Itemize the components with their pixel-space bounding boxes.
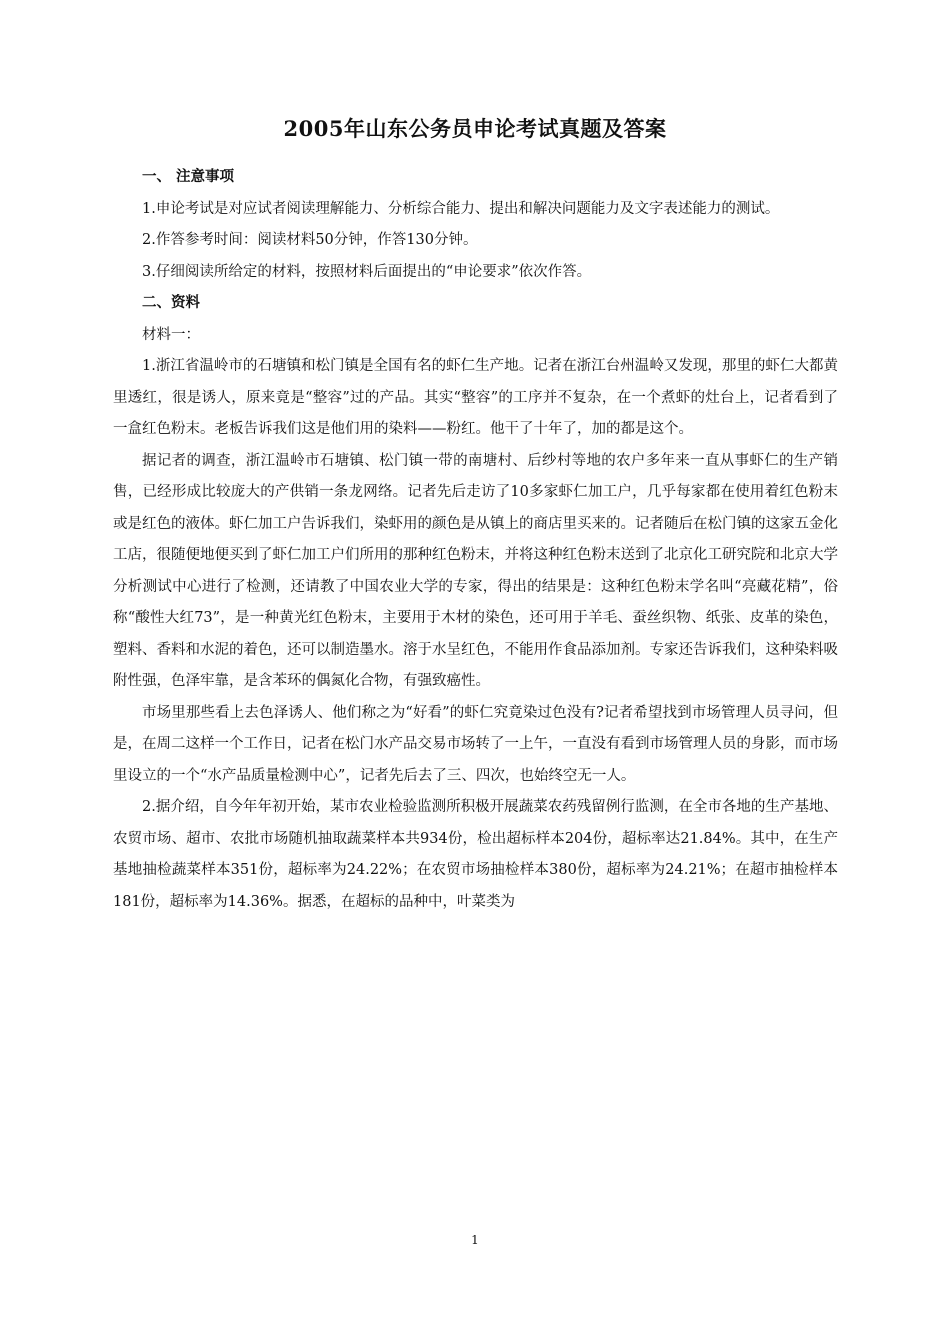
document-title: 2005年山东公务员申论考试真题及答案 bbox=[283, 116, 667, 141]
paragraph: 据记者的调查，浙江温岭市石塘镇、松门镇一带的南塘村、后纱村等地的农户多年来一直从事虾仁的生产销售，已经形成比较庞大的产供销一条龙网络。记者先后走访了10多家虾仁加工户，几乎每家都在使用着红色粉末或是红色的液体。虾仁加工户告诉我们，染虾用的颜色是从镇上的商店里买来的。记者随后在松门镇的这家五金化工店，很随便地便买到了虾仁加工户们所用的那种红色粉末，并将这种红色粉末送到了北京化工研究院和北京大学分析测试中心进行了检测，还请教了中国农业大学的专家，得出的结果是：这种红色粉末学名叫“亮藏花精”，俗称“酸性大红73”，是一种黄光红色粉末，主要用于木材的染色，还可用于羊毛、蚕丝织物、纸张、皮革的染色，塑料、香料和水泥的着色，还可以制造墨水。溶于水呈红色，不能用作食品添加剂。专家还告诉我们，这种染料吸附性强，色泽牢靠，是含苯环的偶氮化合物，有强致癌性。 bbox=[113, 452, 838, 689]
note-item: 3.仔细阅读所给定的材料，按照材料后面提出的“申论要求”依次作答。 bbox=[142, 263, 592, 280]
paragraph: 1.浙江省温岭市的石塘镇和松门镇是全国有名的虾仁生产地。记者在浙江台州温岭又发现，那里的虾仁大都黄里透红，很是诱人，原来竟是“整容”过的产品。其实“整容”的工序并不复杂，在一个煮虾的灶台上，记者看到了一盒红色粉末。老板告诉我们这是他们用的染料——粉红。他干了十年了，加的都是这个。 bbox=[113, 358, 838, 437]
paragraph: 市场里那些看上去色泽诱人、他们称之为“好看”的虾仁究竟染过色没有?记者希望找到市场管理人员寻问，但是，在周二这样一个工作日，记者在松门水产品交易市场转了一上午，一直没有看到市场管理人员的身影，而市场里设立的一个“水产品质量检测中心”，记者先后去了三、四次，也始终空无一人。 bbox=[113, 704, 838, 784]
material-label: 材料一： bbox=[142, 326, 200, 343]
note-item: 2.作答参考时间：阅读材料50分钟，作答130分钟。 bbox=[142, 232, 478, 248]
paragraph: 2.据介绍，自今年年初开始，某市农业检验监测所积极开展蔬菜农药残留例行监测，在全市各地的生产基地、农贸市场、超市、农批市场随机抽取蔬菜样本共934份，检出超标样本204份，超标率达21.84%。其中，在生产基地抽检蔬菜样本351份，超标率为24.22%；在农贸市场抽检样本380份，超标率为24.21%；在超市抽检样本181份，超标率为14.36%。据悉，在超标的品种中，叶菜类为 bbox=[113, 799, 838, 910]
page-number: 1 bbox=[471, 1233, 479, 1247]
note-item: 1.申论考试是对应试者阅读理解能力、分析综合能力、提出和解决问题能力及文字表述能力的测试。 bbox=[142, 200, 780, 217]
section-heading-notes: 一、 注意事项 bbox=[142, 169, 235, 185]
section-heading-materials: 二、资料 bbox=[142, 295, 200, 311]
document-body bbox=[113, 162, 838, 918]
